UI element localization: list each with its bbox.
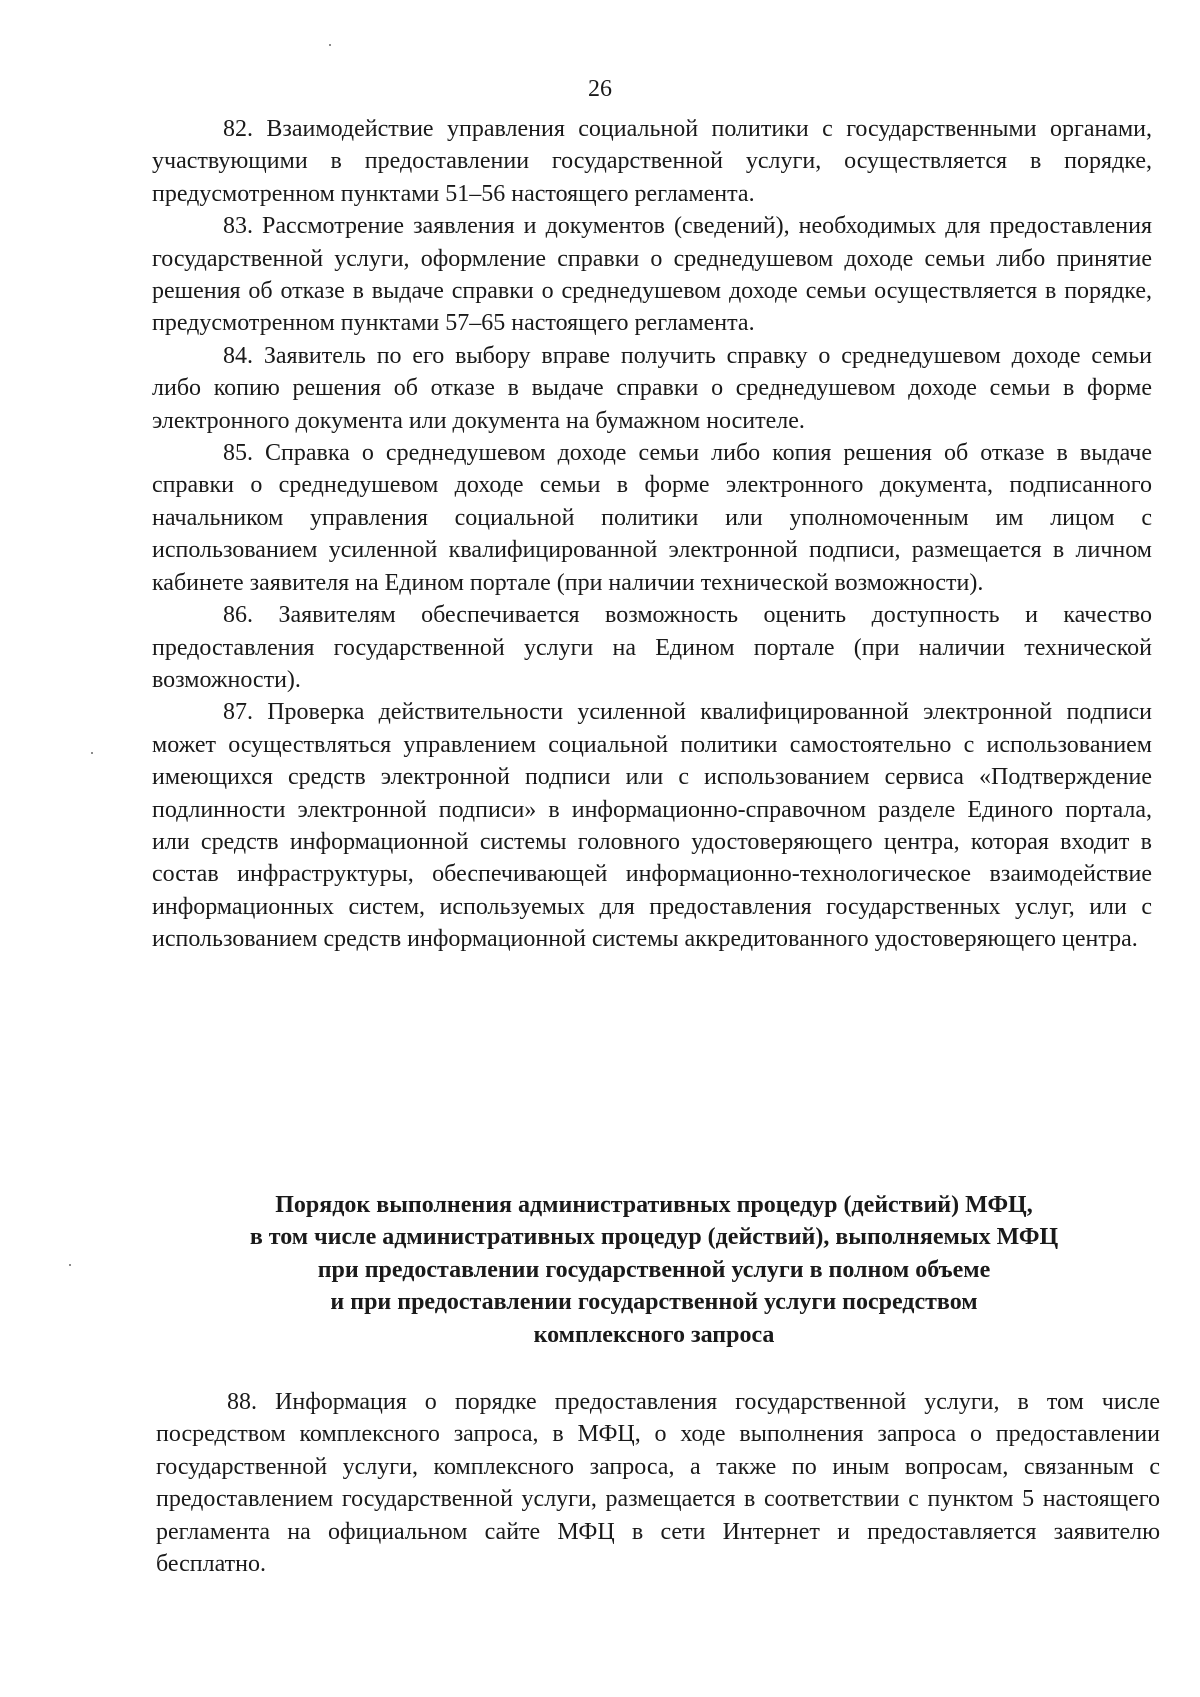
paragraph-block-bottom	[156, 1386, 1160, 1580]
section-heading-line: при предоставлении государственной услуги в полном объеме	[317, 1256, 991, 1283]
section-heading-line: Порядок выполнения административных процедур (действий) МФЦ,	[275, 1192, 1033, 1218]
page-number: 26	[588, 76, 612, 102]
section-heading-line: и при предоставлении государственной услуги посредством	[330, 1289, 978, 1316]
paragraph-83: 83. Рассмотрение заявления и документов (сведений), необходимых для предоставления государственной услуги, оформление справки о среднедушевом доходе семьи либо принятие решения об отказе в выдаче справки о среднедушевом доходе семьи осуществляется в порядке, предусмотренном пунктами 57–65 настоящего регламента.	[152, 213, 1152, 337]
paragraph-85: 85. Справка о среднедушевом доходе семьи либо копия решения об отказе в выдаче справки о среднедушевом доходе семьи в форме электронного документа, подписанного начальником управления социальной политики или уполномоченным им лицом с использованием усиленной квалифицированной электронной подписи, размещается в личном кабинете заявителя на Едином портале (при наличии технической возможности).	[152, 440, 1152, 596]
section-heading	[156, 1189, 1152, 1351]
section-heading-line: комплексного запроса	[533, 1321, 775, 1348]
paragraph-82: 82. Взаимодействие управления социальной политики с государственными органами, участвующими в предоставлении государственной услуги, осуществляется в порядке, предусмотренном пунктами 51–56 настоящего регламента.	[152, 116, 1152, 207]
paragraph-block-top	[152, 113, 1152, 956]
paragraph-87: 87. Проверка действительности усиленной квалифицированной электронной подписи может осуществляться управлением социальной политики самостоятельно с использованием имеющихся средств электронной подписи или с использованием сервиса «Подтверждение подлинности электронной подписи» в информационно-справочном разделе Единого портала, или средств информационной системы головного удостоверяющего центра, которая входит в состав инфраструктуры, обеспечивающей информационно-технологическое взаимодействие информационных систем, используемых для предоставления государственных услуг, или с использованием средств информационной системы аккредитованного удостоверяющего центра.	[152, 699, 1152, 953]
scan-speck	[329, 44, 331, 46]
scan-speck	[69, 1264, 71, 1266]
paragraph-88: 88. Информация о порядке предоставления государственной услуги, в том числе посредством комплексного запроса, в МФЦ, о ходе выполнения запроса о предоставлении государственной услуги, комплексного запроса, а также по иным вопросам, связанным с предоставлением государственной услуги, размещается в соответствии с пунктом 5 настоящего регламента на официальном сайте МФЦ в сети Интернет и предоставляется заявителю бесплатно.	[156, 1389, 1160, 1578]
scan-speck	[91, 752, 93, 754]
paragraph-86: 86. Заявителям обеспечивается возможность оценить доступность и качество предоставления государственной услуги на Едином портале (при наличии технической возможности).	[152, 602, 1152, 693]
paragraph-84: 84. Заявитель по его выбору вправе получить справку о среднедушевом доходе семьи либо копию решения об отказе в выдаче справки о среднедушевом доходе семьи в форме электронного документа или документа на бумажном носителе.	[152, 342, 1152, 434]
section-heading-line: в том числе административных процедур (действий), выполняемых МФЦ	[249, 1224, 1059, 1251]
